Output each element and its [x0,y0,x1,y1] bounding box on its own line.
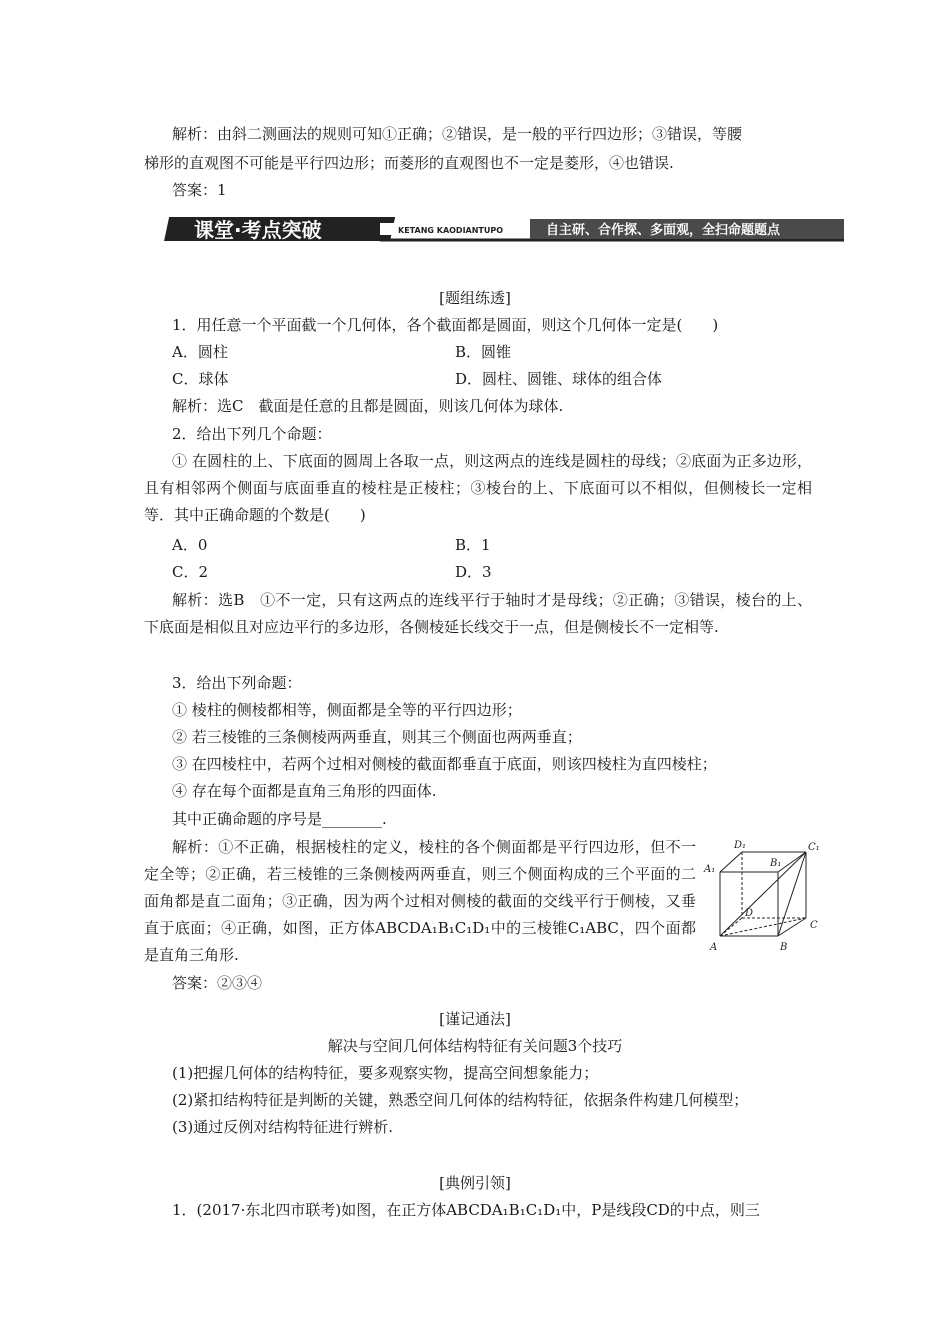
banner-pinyin: KETANG KAODIANTUPO [398,226,504,235]
label-a1: A₁ [704,864,716,875]
q1-analysis: 解析：选C 截面是任意的且都是圆面，则该几何体为球体. [172,397,564,415]
section-heading-practice: [题组练透] [439,289,511,307]
method-tip-3: (3)通过反例对结构特征进行辨析. [172,1118,394,1136]
method-subtitle: 解决与空间几何体结构特征有关问题3个技巧 [327,1037,623,1055]
q1-option-a: A．圆柱 [172,343,228,361]
q2-option-a: A．0 [172,536,208,554]
label-b: B [780,942,788,953]
q1-option-d: D．圆柱、圆锥、球体的组合体 [455,370,663,388]
q3-item-1: ① 棱柱的侧棱都相等，侧面都是全等的平行四边形； [172,701,522,719]
section-heading-example: [典例引领] [439,1174,511,1192]
intro-analysis-line1: 解析：由斜二测画法的规则可知①正确；②错误，是一般的平行四边形；③错误，等腰 [172,125,743,143]
method-tip-1: (1)把握几何体的结构特征，要多观察实物，提高空间想象能力； [172,1064,599,1082]
banner-slogan: 自主研、合作探、多面观，全扫命题题点 [546,223,781,238]
banner-title: 课堂·考点突破 [194,218,322,242]
q3-ask: 其中正确命题的序号是________. [172,810,387,828]
method-tip-2: (2)紧扣结构特征是判断的关键，熟悉空间几何体的结构特征，依据条件构建几何模型； [172,1091,749,1109]
q1-option-c: C．球体 [172,370,229,388]
label-b1: B₁ [770,858,782,869]
q1-option-b: B．圆锥 [455,343,512,361]
label-a: A [710,942,718,953]
intro-analysis-line2: 梯形的直观图不可能是平行四边形；而菱形的直观图也不一定是菱形，④也错误. [144,154,674,172]
q3-item-3: ③ 在四棱柱中，若两个过相对侧棱的截面都垂直于底面，则该四棱柱为直四棱柱； [172,755,717,773]
label-d1: D₁ [734,840,747,851]
cube-figure [700,838,825,956]
banner-graphic [144,213,844,245]
q2-option-c: C．2 [172,563,209,581]
q1-stem: 1．用任意一个平面截一个几何体，各个截面都是圆面，则这个几何体一定是( ) [172,316,719,334]
q3-answer: 答案：②③④ [172,974,263,992]
cube-diagram [700,838,825,956]
q3-stem: 3．给出下列命题： [172,674,302,692]
q2-body: ① 在圆柱的上、下底面的圆周上各取一点，则这两点的连线是圆柱的母线；②底面为正多边形，且有相邻两个侧面与底面垂直的棱柱是正棱柱；③棱台的上、下底面可以不相似，但侧棱长一定相等．其中正确命题的个数是( ) [144,452,812,524]
label-d: D [745,908,754,919]
q2-analysis: 解析：选B ①不一定，只有这两点的连线平行于轴时才是母线；②正确；③错误，棱台的上、下底面是相似且对应边平行的多边形，各侧棱延长线交于一点，但是侧棱长不一定相等. [144,591,812,636]
label-c: C [810,920,818,931]
intro-answer: 答案：1 [172,181,227,199]
q3-analysis: 解析：①不正确，根据棱柱的定义，棱柱的各个侧面都是平行四边形，但不一定全等；②正确，若三棱锥的三条侧棱两两垂直，则三个侧面构成的三个平面的二面角都是直二面角；③正确，因为两个过相对侧棱的截面的交线平行于侧棱，又垂直于底面；④正确，如图，正方体ABCDA₁B₁C₁D₁中的三棱锥C₁ABC，四个面都是直角三角形. [144,838,696,964]
q2-option-d: D．3 [455,563,492,581]
section-heading-method: [谨记通法] [439,1010,511,1028]
example-q1: 1．(2017·东北四市联考)如图，在正方体ABCDA₁B₁C₁D₁中，P是线段CD的中点，则三 [172,1201,760,1219]
q3-item-2: ② 若三棱锥的三条侧棱两两垂直，则其三个侧面也两两垂直； [172,728,582,746]
q3-item-4: ④ 存在每个面都是直角三角形的四面体. [172,782,437,800]
label-c1: C₁ [808,842,820,853]
q2-stem: 2．给出下列几个命题： [172,425,332,443]
q2-option-b: B．1 [455,536,491,554]
section-banner [144,213,844,245]
